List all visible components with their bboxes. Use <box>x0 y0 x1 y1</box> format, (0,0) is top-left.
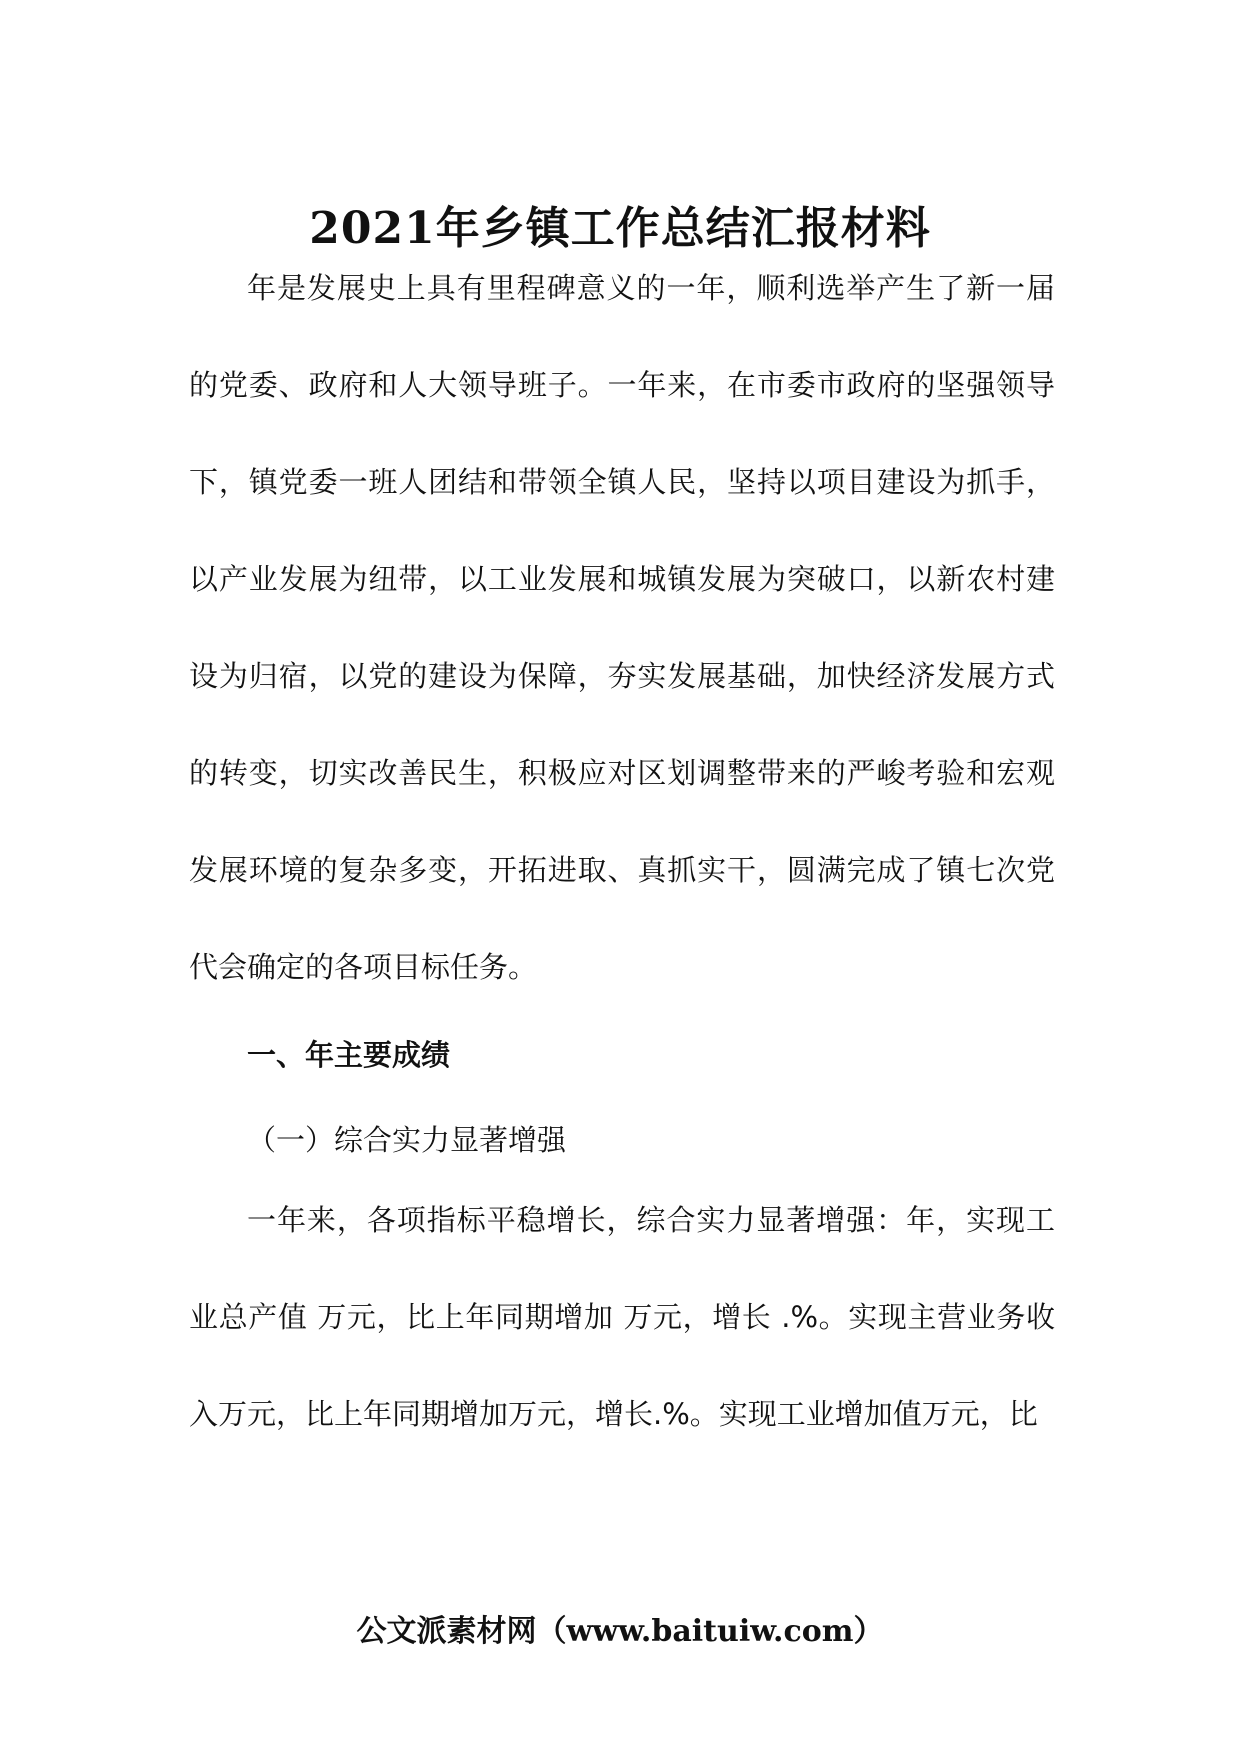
achievement-paragraph: 一年来，各项指标平稳增长，综合实力显著增强：年，实现工业总产值 万元，比上年同期增加 万元，增长 .%。实现主营业务收入万元，比上年同期增加万元，增长.%。实现工业增加值万元，比 <box>189 1203 1055 1431</box>
footer-watermark: 公文派素材网（www.baituiw.com） <box>356 1614 884 1649</box>
subsection-heading: （一）综合实力显著增强 <box>247 1123 567 1157</box>
intro-paragraph-block <box>189 240 1055 1016</box>
achievement-paragraph-block <box>189 1172 1055 1463</box>
intro-paragraph: 年是发展史上具有里程碑意义的一年，顺利选举产生了新一届的党委、政府和人大领导班子。一年来，在市委市政府的坚强领导下，镇党委一班人团结和带领全镇人民，坚持以项目建设为抓手，以产业发展为纽带，以工业发展和城镇发展为突破口，以新农村建设为归宿，以党的建设为保障，夯实发展基础，加快经济发展方式的转变，切实改善民生，积极应对区划调整带来的严峻考验和宏观发展环境的复杂多变，开拓进取、真抓实干，圆满完成了镇七次党代会确定的各项目标任务。 <box>189 271 1055 984</box>
section-heading: 一、年主要成绩 <box>247 1038 451 1072</box>
document-title: 2021年乡镇工作总结汇报材料 <box>309 203 931 255</box>
